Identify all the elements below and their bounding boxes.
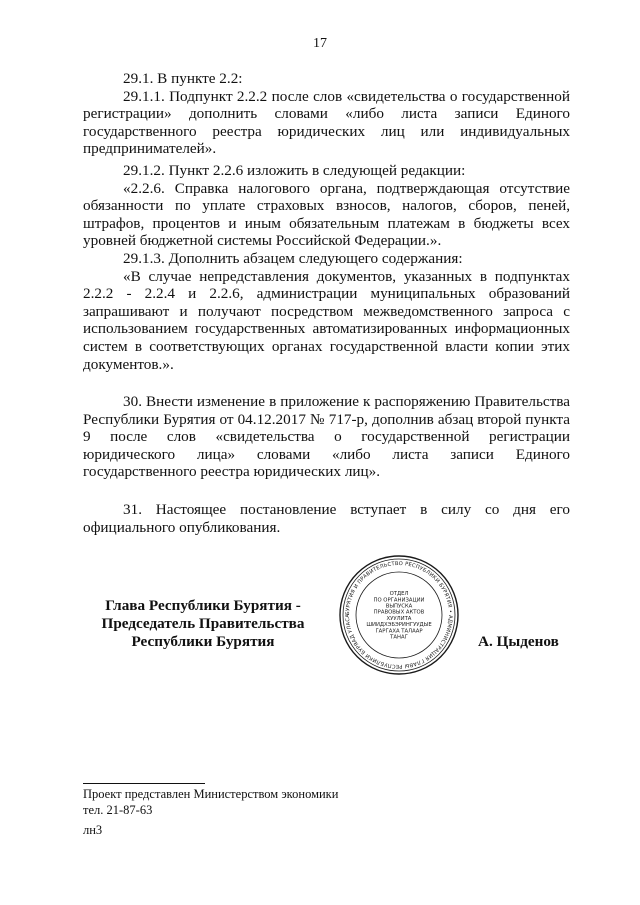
seal-center-line: ТАНАГ bbox=[390, 634, 408, 641]
footnote-divider bbox=[83, 783, 205, 784]
footnote-phone: тел. 21-87-63 bbox=[83, 803, 153, 817]
seal-center-line: ПРАВОВЫХ АКТОВ bbox=[373, 609, 425, 616]
seal-graphic bbox=[338, 554, 460, 676]
signature-title-line: Республики Бурятия bbox=[131, 632, 275, 650]
seal-center-line: ГАРГАХА ТАЛААР bbox=[375, 628, 423, 635]
paragraph: 29.1.1. Подпункт 2.2.2 после слов «свидетельства о государственной регистрации» дополнить словами «либо листа записи Единого государственного реестра юридических лиц или индивидуальных предпринимателей». bbox=[83, 87, 570, 158]
document-body bbox=[83, 70, 570, 536]
seal-center-line: ОТДЕЛ bbox=[389, 591, 409, 598]
paragraph: 29.1.2. Пункт 2.2.6 изложить в следующей редакции: bbox=[123, 161, 466, 179]
footnote-line: Проект представлен Министерством экономики bbox=[83, 787, 339, 801]
signature-title-line: Председатель Правительства bbox=[101, 614, 305, 632]
signature-name: А. Цыденов bbox=[478, 633, 559, 650]
paragraph: «В случае непредставления документов, указанных в подпунктах 2.2.2 - 2.2.4 и 2.2.6, администрации муниципальных образований запрашивают и получают посредством межведомственного запроса с использованием государственных автоматизированных информационных систем в соответствующих органах государственной власти копии этих документов.». bbox=[83, 267, 570, 373]
official-seal bbox=[338, 554, 460, 676]
footnote-code: лн3 bbox=[83, 823, 103, 837]
page-number: 17 bbox=[313, 36, 327, 51]
seal-center-line: ВЫПУСКА bbox=[385, 603, 413, 610]
signature-title-line: Глава Республики Бурятия - bbox=[105, 597, 301, 614]
seal-center-line: ПО ОРГАНИЗАЦИИ bbox=[373, 597, 425, 604]
paragraph: 31. Настоящее постановление вступает в силу со дня его официального опубликования. bbox=[83, 501, 570, 536]
svg-text:БУРЯТИЯ И ПРАВИТЕЛЬСТВО РЕСПУБ: БУРЯТИЯ И ПРАВИТЕЛЬСТВО РЕСПУБЛИКИ БУРЯТИЯ • АДМИНИСТРАЦИЯ ГЛАВЫ РЕСПУБЛИКИ БУРЯАД УЛАСА bbox=[344, 560, 454, 670]
paragraph: 29.1. В пункте 2.2: bbox=[123, 70, 243, 87]
paragraph: 30. Внести изменение в приложение к распоряжению Правительства Республики Бурятия от 04.12.2017 № 717-р, дополнив абзац второй пункта 9 после слов «свидетельства о государственной регистрации юридического лица» словами «либо листа записи Единого государственного реестра юридических лиц». bbox=[83, 393, 570, 481]
paragraph: 29.1.3. Дополнить абзацем следующего содержания: bbox=[123, 249, 463, 267]
paragraph: «2.2.6. Справка налогового органа, подтверждающая отсутствие обязанности по уплате страховых взносов, налогов, сборов, пеней, штрафов, процентов и иным обязательным платежам в бюджеты всех уровней бюджетной системы Российской Федерации.». bbox=[83, 179, 570, 250]
signature-title bbox=[83, 597, 323, 650]
seal-center-line: ХУУЛИТА bbox=[386, 615, 412, 622]
seal-center-line: ШИИДХЭБЭРИНГУУДЫЕ bbox=[366, 622, 432, 629]
